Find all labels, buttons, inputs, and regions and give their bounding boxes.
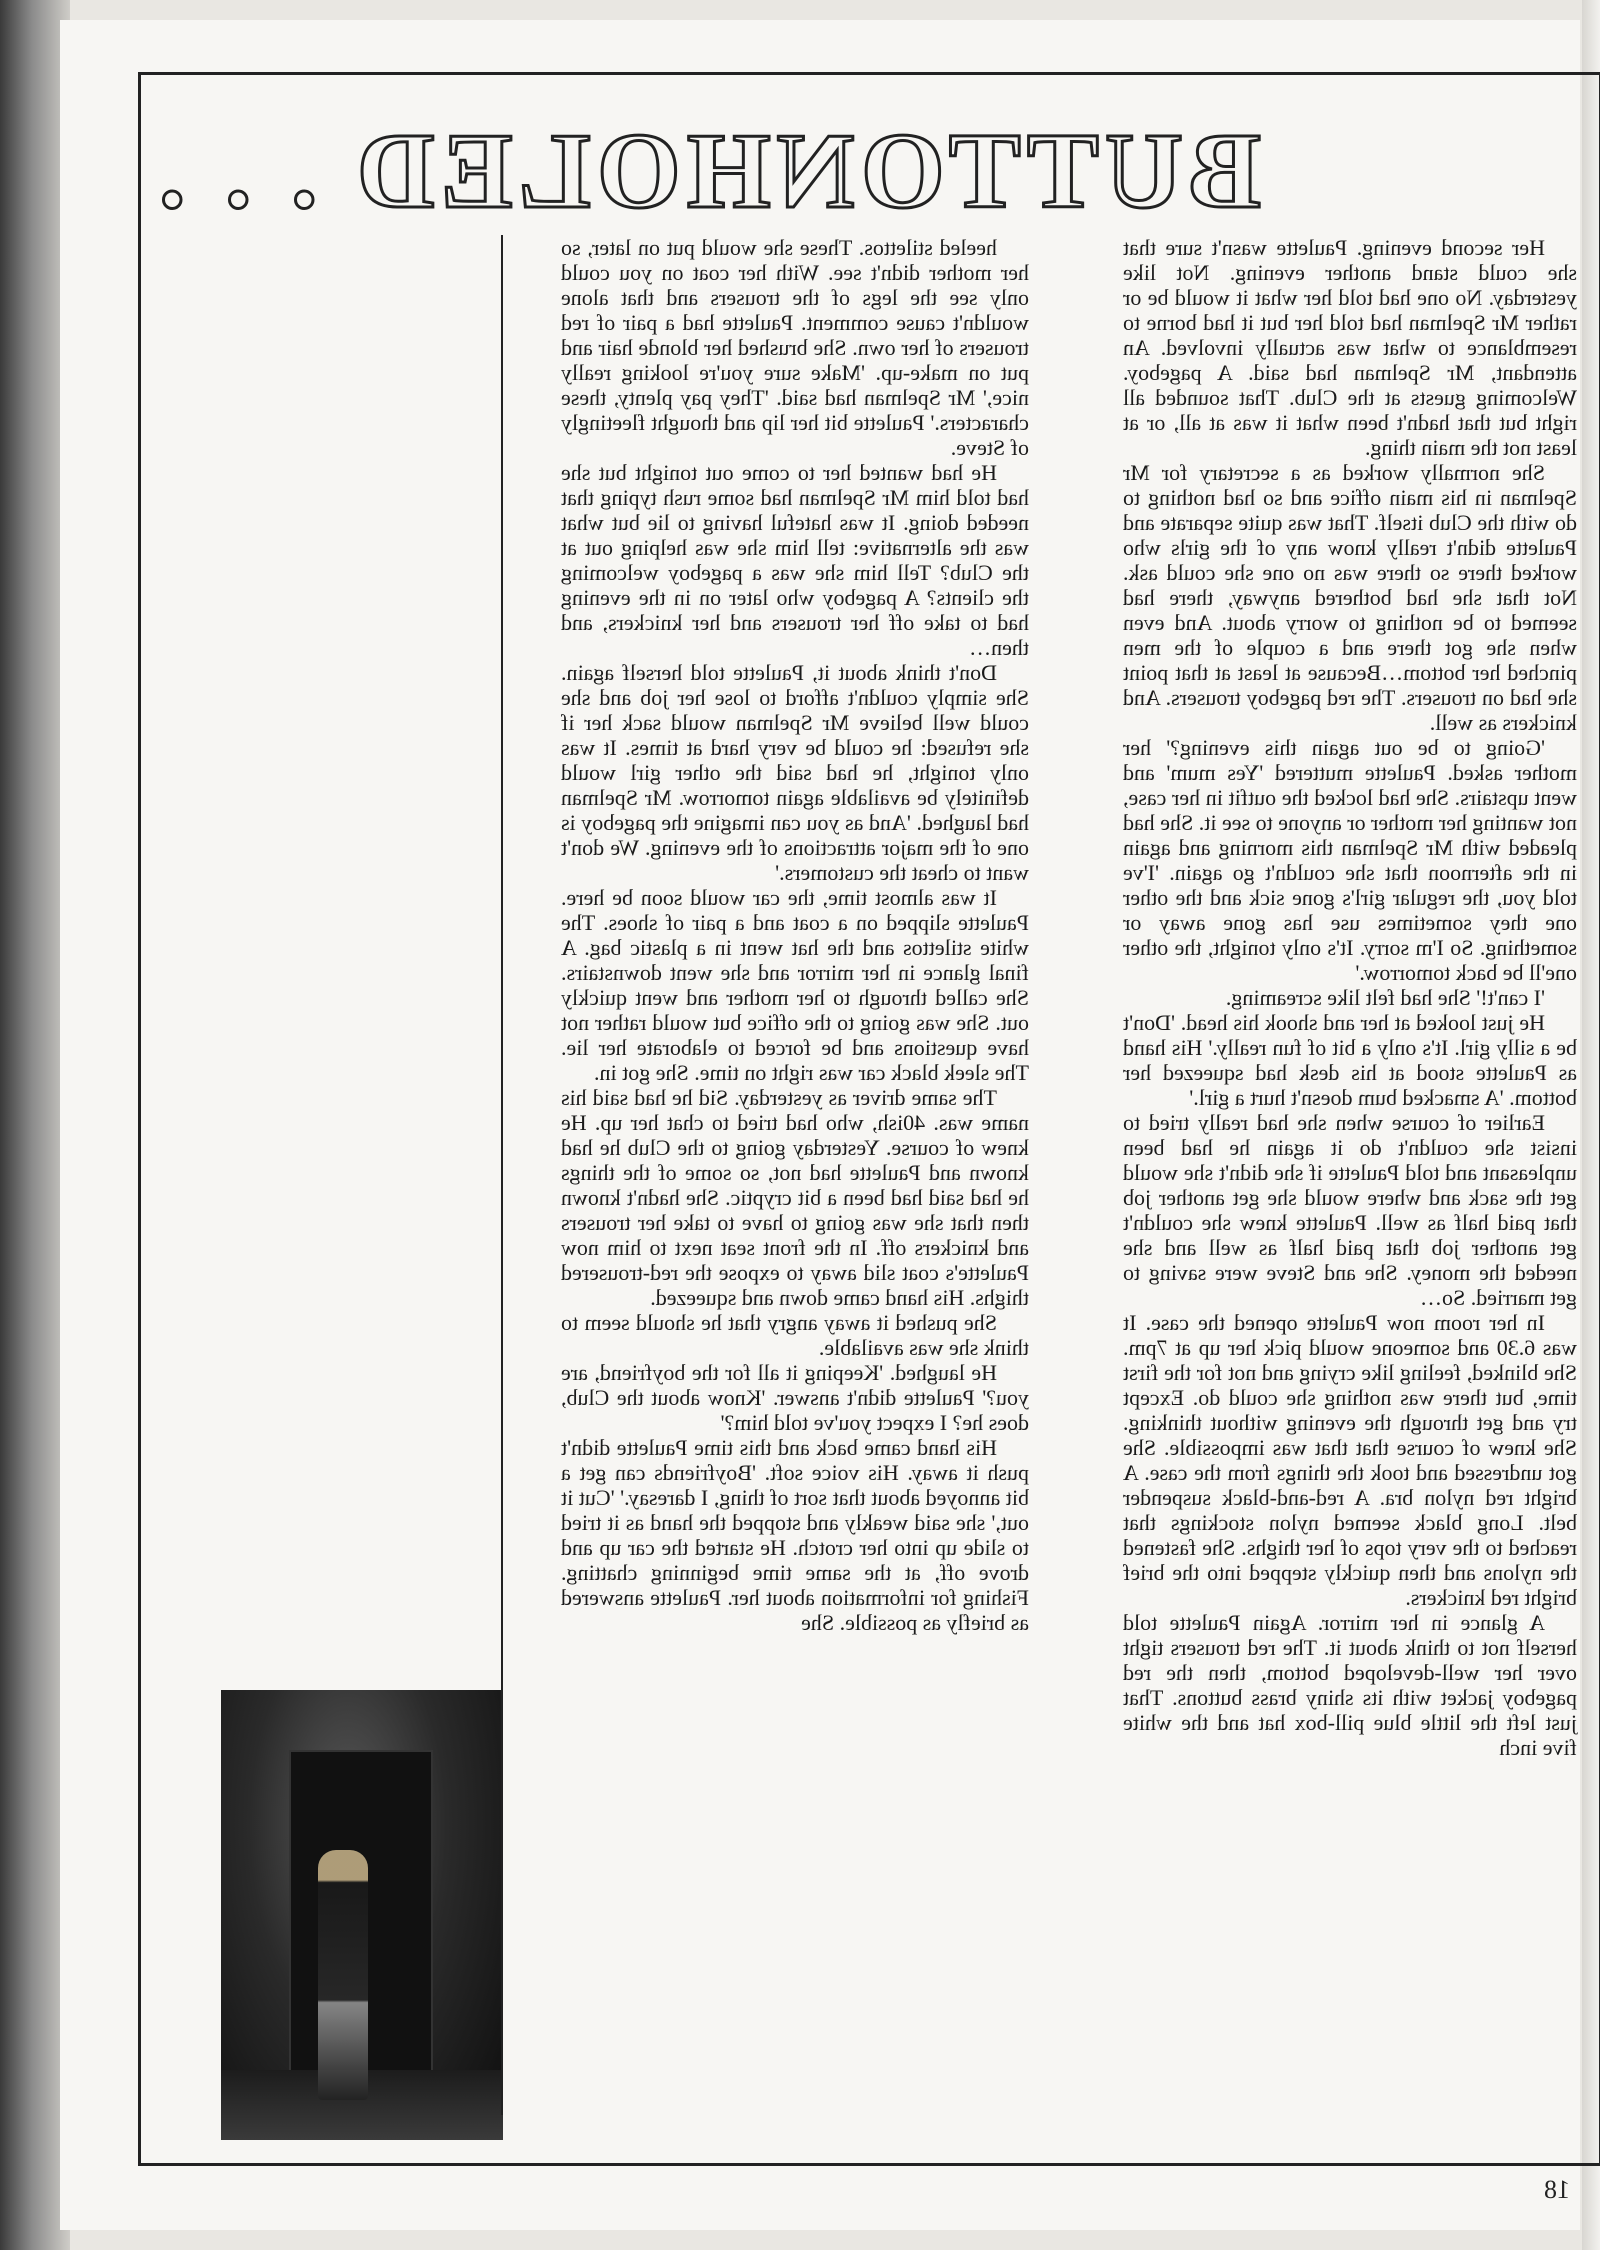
story-paragraph: heeled stilettos. These she would put on later, so her mother didn't see. With her coat on you could only see the legs of the trousers and that alone wouldn't cause comment. Paulette had a pair of red trousers of her own. She brushed her blonde hair and put on make-up. 'Make sure you're looking really nice,' Mr Spelman had said. 'They pay plenty, these characters.' Paulette bit her lip and thought fleetingly of Steve.: [561, 235, 1029, 460]
pageboy-figure: [318, 1850, 368, 2100]
story-paragraph: She pushed it away angry that he should seem to think she was available.: [561, 1310, 1029, 1360]
page-number: 18: [1544, 2175, 1570, 2204]
story-column-first: [1123, 235, 1577, 1760]
story-paragraph: In her room now Paulette opened the case. It was 6.30 and someone would pick her up at 7pm. She blinked, feeling like crying and not for the first time, but there was nothing she could do. Except try and get through the evening without thinking. She knew of course that that was impossible. She got undressed and took the things from the case. A bright red nylon bra. A red-and-black suspender belt. Long black seemed nylon stockings that reached to the very tops of her thighs. She fastened the nylons and then quickly stepped into the brief bright red knickers.: [1123, 1310, 1577, 1610]
illustration-photo: [221, 1690, 503, 2140]
story-paragraph: Her second evening. Paulette wasn't sure that she could stand another evening. Not like yesterday. No one had told her what it would be or rather Mr Spelman had told her but it had borne to resemblance to what was actually involved. An attendant, Mr Spelman had said. A pageboy. Welcoming guests at the Club. That sounded all right but that hadn't been what it was at all, or at least not the main thing.: [1123, 235, 1577, 460]
story-paragraph: 'Going to be out again this evening?' her mother asked. Paulette muttered 'Yes mum' and went upstairs. She had locked the outfit in her case, not wanting her mother or anyone to see it. She had pleaded with Mr Spelman this morning and again in the afternoon that she couldn't go again. 'I've told you, the regular girl's gone sick and the other one they sometimes use has gone away or something. So I'm sorry. It's only tonight, the other one'll be back tomorrow.': [1123, 735, 1577, 985]
story-paragraph: He had wanted her to come out tonight but she had told him Mr Spelman had some rush typing that needed doing. It was hateful having to lie but what was the alternative: tell him she was helping out at the Club? Tell him she was a pageboy welcoming the clients? A pageboy who later on in the evening had to take off her trousers and her knickers, and then…: [561, 460, 1029, 660]
story-paragraph: Earlier of course when she had really tried to insist she couldn't do it again he had been unpleasant and told Paulette if she didn't she would get the sack and where would she get another job that paid half as well. Paulette knew she couldn't get another job that paid half as well and she needed the money. She and Steve were saving to get married. So…: [1123, 1110, 1577, 1310]
page-frame: [138, 72, 1600, 2166]
story-paragraph: He just looked at her and shook his head. 'Don't be a silly girl. It's only a bit of fun really.' His hand as Paulette stood at his desk had squeezed her bottom. 'A smacked bum doesn't hurt a girl.': [1123, 1010, 1577, 1110]
story-paragraph: It was almost time, the car would soon be here. Paulette slipped on a coat and a pair of shoes. The white stilettos and the hat went in a plastic bag. A final glance in her mirror and she went downstairs. She called through to her mother and went quickly out. She was going to the office but would rather not have questions and be forced to elaborate her lie. The sleek black car was right on time. She got in.: [561, 885, 1029, 1085]
story-paragraph: 'I can't!' She had felt like screaming.: [1225, 985, 1545, 1010]
story-paragraph: His hand came back and this time Paulette didn't push it away. His voice soft. 'Boyfriends can get a bit annoyed about that sort of thing, I daresay.' 'Cut it out,' she said weakly and stopped the hand as it tried to slide up into her crotch. He started the car up and drove off, at the same time beginning chatting. Fishing for information about her. Paulette answered as briefly as possible. She: [561, 1435, 1029, 1635]
page-title: BUTTONHOLED . . .: [152, 112, 1261, 231]
story-column-second: [561, 235, 1029, 1635]
story-paragraph: She normally worked as a secretary for Mr Spelman in his main office and so had nothing to do with the Club itself. That was quite separate and Paulette didn't really know any of the girls who worked there so there was no one she could ask. Not that she had bothered anyway, there had seemed to be nothing to worry about. And even when she got there and a couple of the men pinched her bottom…Because at least at that point she had on trousers. The red pageboy trousers. And knickers as well.: [1123, 460, 1577, 735]
story-paragraph: The same driver as yesterday. Sid he had said his name was. 40ish, who had tried to chat her up. He knew of course. Yesterday going to the Club he had known and Paulette had not, so some of the things he had said had been a bit cryptic. She hadn't known then that she was going to have to take her trousers and knickers off. In the front seat next to him now Paulette's coat slid away to expose the red-trousered thighs. His hand came down and squeezed.: [561, 1085, 1029, 1310]
mirrored-scan: [141, 75, 1599, 2163]
column-divider: [501, 235, 503, 2115]
magazine-page: [60, 20, 1580, 2230]
story-paragraph: He laughed. 'Keeping it all for the boyfriend, are you?' Paulette didn't answer. 'Know about the Club, does he? I expect you've told him?': [561, 1360, 1029, 1435]
story-paragraph: A glance in her mirror. Again Paulette told herself not to think about it. The red trousers tight over her well-developed bottom, then the red pageboy jacket with its shiny brass buttons. That just left the little blue pill-box hat and the white five inch: [1123, 1610, 1577, 1760]
story-paragraph: Don't think about it, Paulette told herself again. She simply couldn't afford to lose her job and she could well believe Mr Spelman would sack her if she refused: he could be very hard at times. It was only tonight, he had said the other girl would definitely be available again tomorrow. Mr Spelman had laughed. 'And as you can imagine the pageboy is one of the major attractions of the evening. We don't want to cheat the customers.': [561, 660, 1029, 885]
